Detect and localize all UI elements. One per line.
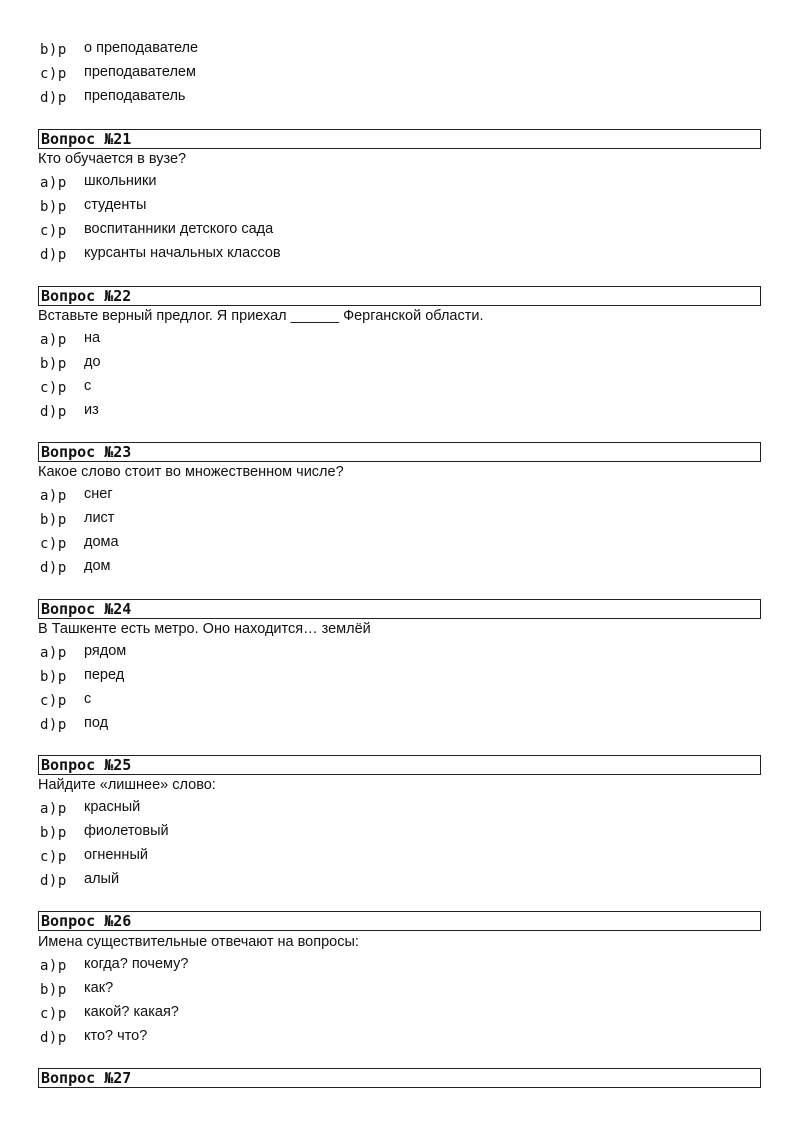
question-title: Вопрос №24	[41, 600, 132, 618]
option-letter: b)p	[40, 42, 67, 58]
question-title: Вопрос №21	[41, 130, 132, 148]
option-letter: d)p	[40, 873, 67, 889]
option-letter: b)p	[40, 356, 67, 372]
option-letter: d)p	[40, 404, 67, 420]
option-letter: d)p	[40, 247, 67, 263]
option-letter: d)p	[40, 1030, 67, 1046]
option-text: кто? что?	[84, 1028, 148, 1044]
option-text: рядом	[84, 643, 127, 659]
option-text: дом	[84, 558, 111, 574]
option-text: до	[84, 354, 101, 370]
option-letter: c)p	[40, 380, 67, 396]
question-text-24: В Ташкенте есть метро. Оно находится… землёй	[38, 621, 371, 637]
option-text: дома	[84, 534, 119, 550]
question-header-21	[38, 129, 761, 149]
question-title: Вопрос №22	[41, 287, 132, 305]
option-text: с	[84, 691, 92, 707]
option-text: огненный	[84, 847, 148, 863]
option-letter: a)p	[40, 958, 67, 974]
option-text: из	[84, 402, 99, 418]
question-title: Вопрос №23	[41, 443, 132, 461]
option-letter: c)p	[40, 66, 67, 82]
option-letter: a)p	[40, 332, 67, 348]
option-text: снег	[84, 486, 113, 502]
option-letter: b)p	[40, 199, 67, 215]
option-letter: a)p	[40, 488, 67, 504]
option-letter: b)p	[40, 512, 67, 528]
question-title: Вопрос №25	[41, 756, 132, 774]
option-letter: b)p	[40, 669, 67, 685]
option-text: как?	[84, 980, 114, 996]
option-letter: c)p	[40, 1006, 67, 1022]
option-letter: c)p	[40, 849, 67, 865]
option-text: лист	[84, 510, 115, 526]
question-text-21: Кто обучается в вузе?	[38, 151, 187, 167]
question-header-24	[38, 599, 761, 619]
option-text: под	[84, 715, 109, 731]
option-text: алый	[84, 871, 120, 887]
option-text: студенты	[84, 197, 147, 213]
option-text: красный	[84, 799, 141, 815]
option-text: преподавателем	[84, 64, 196, 80]
question-title: Вопрос №27	[41, 1069, 132, 1087]
question-header-26	[38, 911, 761, 931]
option-text: на	[84, 330, 101, 346]
option-text: школьники	[84, 173, 157, 189]
option-text: курсанты начальных классов	[84, 245, 281, 261]
question-header-25	[38, 755, 761, 775]
question-text-23: Какое слово стоит во множественном числе?	[38, 464, 344, 480]
question-text-22: Вставьте верный предлог. Я приехал ______ Ферганской области.	[38, 308, 484, 324]
option-text: фиолетовый	[84, 823, 169, 839]
question-text-25: Найдите «лишнее» слово:	[38, 777, 216, 793]
option-letter: c)p	[40, 536, 67, 552]
option-letter: b)p	[40, 982, 67, 998]
option-text: какой? какая?	[84, 1004, 179, 1020]
question-title: Вопрос №26	[41, 912, 132, 930]
option-text: перед	[84, 667, 125, 683]
option-letter: d)p	[40, 560, 67, 576]
option-letter: d)p	[40, 90, 67, 106]
option-letter: a)p	[40, 645, 67, 661]
option-text: о преподавателе	[84, 40, 199, 56]
question-header-27	[38, 1068, 761, 1088]
option-text: когда? почему?	[84, 956, 189, 972]
question-header-23	[38, 442, 761, 462]
option-letter: c)p	[40, 223, 67, 239]
option-letter: d)p	[40, 717, 67, 733]
question-text-26: Имена существительные отвечают на вопросы:	[38, 934, 359, 950]
option-text: преподаватель	[84, 88, 186, 104]
option-letter: a)p	[40, 175, 67, 191]
option-letter: a)p	[40, 801, 67, 817]
option-text: воспитанники детского сада	[84, 221, 274, 237]
option-letter: b)p	[40, 825, 67, 841]
option-letter: c)p	[40, 693, 67, 709]
option-text: с	[84, 378, 92, 394]
question-header-22	[38, 286, 761, 306]
